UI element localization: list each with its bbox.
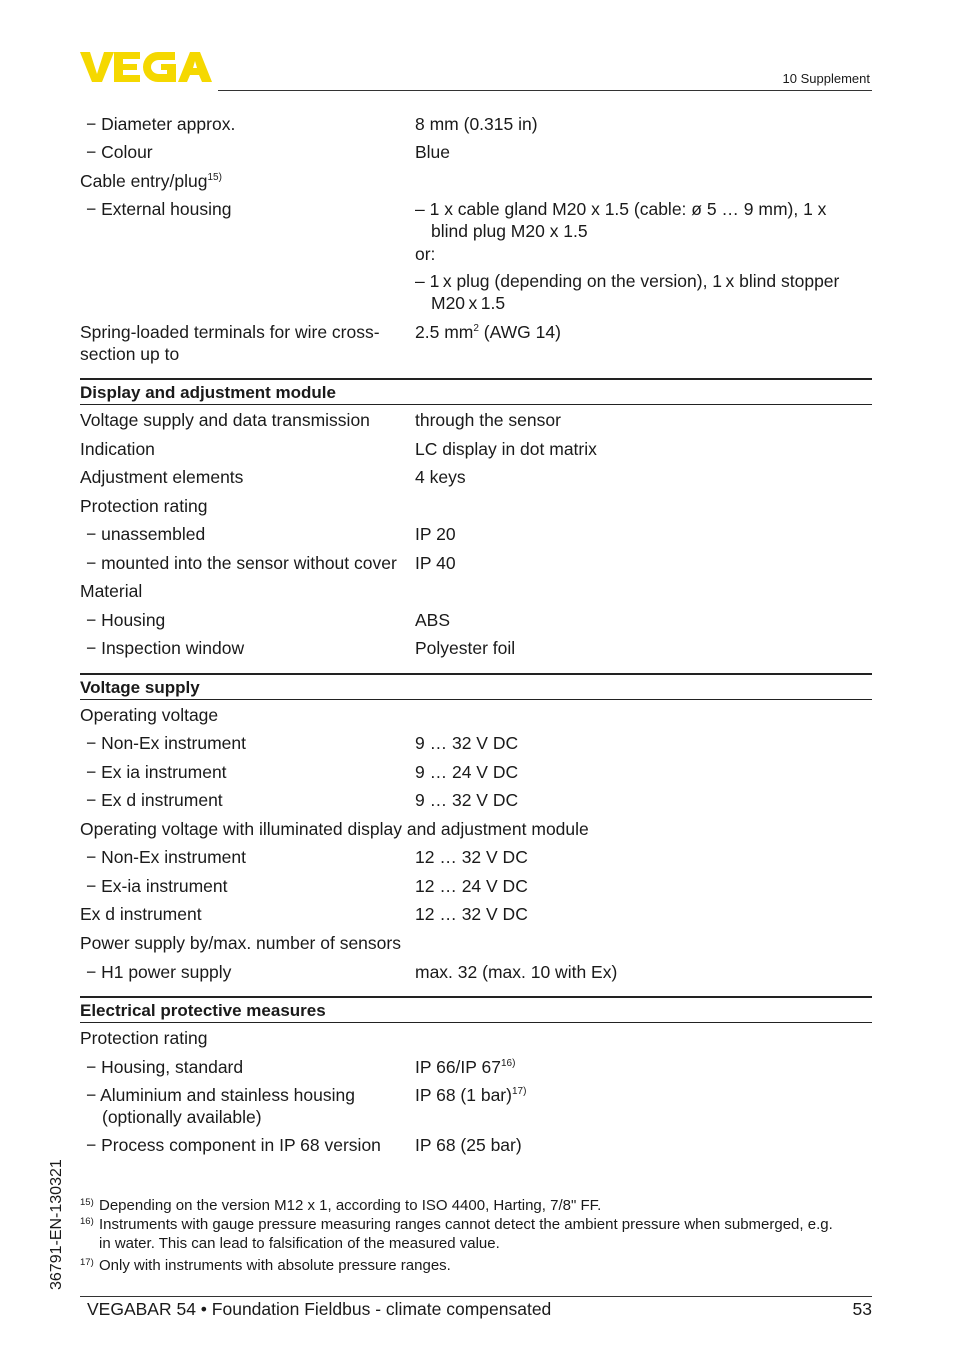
document-code: 36791-EN-130321 [48, 1159, 65, 1290]
footnote-text-continued: in water. This can lead to falsification of the measured value. [99, 1235, 500, 1252]
illum-nonex-value: 12 … 32 V DC [415, 847, 528, 867]
illum-exia-value: 12 … 24 V DC [415, 876, 528, 896]
footnote-number: 15) [80, 1197, 94, 1208]
illum-exd-value: 12 … 32 V DC [415, 904, 528, 924]
material-label: Material [80, 581, 143, 601]
cable-entry-label: Cable entry/plug$^{15)}$ [80, 171, 222, 191]
mounted-value: IP 40 [415, 553, 456, 573]
external-housing-value-1b: blind plug M20 x 1.5 [431, 221, 588, 241]
nonex-label: − Non-Ex instrument [86, 733, 246, 753]
unassembled-value: IP 20 [415, 524, 456, 544]
spring-terminals-label-b: section up to [80, 344, 180, 364]
housing-standard-label: − Housing, standard [86, 1057, 244, 1077]
section-voltage-supply [80, 673, 872, 700]
external-housing-value-2a: – 1 x plug (depending on the version), 1 x blind stopper [415, 271, 840, 291]
protection-label: Protection rating [80, 496, 208, 516]
illum-exia-label: − Ex-ia instrument [86, 876, 228, 896]
illuminated-voltage-label: Operating voltage with illuminated display and adjustment module [80, 819, 589, 839]
vega-logo [80, 50, 212, 84]
unassembled-label: − unassembled [86, 524, 206, 544]
adjustment-label: Adjustment elements [80, 467, 244, 487]
el-protection-label: Protection rating [80, 1028, 208, 1048]
voltage-supply-value: through the sensor [415, 410, 561, 430]
voltage-supply-label: Voltage supply and data transmission [80, 410, 370, 430]
external-housing-label: − External housing [86, 199, 232, 219]
footer-title: VEGABAR 54 • Foundation Fieldbus - climate compensated [87, 1299, 552, 1319]
exia-label: − Ex ia instrument [86, 762, 227, 782]
footnote-text: Only with instruments with absolute pressure ranges. [99, 1257, 451, 1274]
footnote-text: Depending on the version M12 x 1, according to ISO 4400, Harting, 7/8" FF. [99, 1197, 602, 1214]
external-housing-or: or: [415, 244, 436, 264]
diameter-value: 8 mm (0.315 in) [415, 114, 538, 134]
footnote-ref: 16) [500, 1058, 516, 1070]
footnote-ref: 15) [207, 172, 222, 184]
alu-housing-label-b: (optionally available) [102, 1107, 262, 1127]
spring-terminals-label-a: Spring-loaded terminals for wire cross- [80, 322, 380, 342]
housing-standard-value: IP 66/IP 67$^{16)}$ [415, 1057, 516, 1077]
process-component-value: IP 68 (25 bar) [415, 1135, 522, 1155]
exia-value: 9 … 24 V DC [415, 762, 519, 782]
section-title: Display and adjustment module [80, 383, 336, 402]
alu-housing-value: IP 68 (1 bar)$^{17)}$ [415, 1085, 527, 1105]
section-electrical [80, 996, 872, 1023]
nonex-value: 9 … 32 V DC [415, 733, 519, 753]
external-housing-value-1a: – 1 x cable gland M20 x 1.5 (cable: ø 5 … 9 mm), 1 x [415, 199, 827, 219]
colour-label: − Colour [86, 142, 153, 162]
section-display-module [80, 378, 872, 405]
section-label: 10 Supplement [782, 71, 870, 86]
diameter-label: − Diameter approx. [86, 114, 236, 134]
exd-value: 9 … 32 V DC [415, 790, 519, 810]
section-title: Voltage supply [80, 678, 200, 697]
footnote-number: 17) [80, 1257, 94, 1268]
footnote-number: 16) [80, 1216, 94, 1227]
illum-exd-label: Ex d instrument [80, 904, 202, 924]
page-number: 53 [852, 1299, 872, 1319]
illum-nonex-label: − Non-Ex instrument [86, 847, 246, 867]
inspection-window-value: Polyester foil [415, 638, 516, 658]
footnote-ref: 17) [511, 1086, 527, 1098]
section-title: Electrical protective measures [80, 1001, 326, 1020]
adjustment-value: 4 keys [415, 467, 466, 487]
housing-label: − Housing [86, 610, 166, 630]
process-component-label: − Process component in IP 68 version [86, 1135, 381, 1155]
footer-rule [80, 1296, 872, 1297]
inspection-window-label: − Inspection window [86, 638, 245, 658]
exd-label: − Ex d instrument [86, 790, 223, 810]
h1-label: − H1 power supply [86, 962, 232, 982]
footnote-text: Instruments with gauge pressure measuring ranges cannot detect the ambient pressure when submerged, e.g. [99, 1216, 833, 1233]
operating-voltage-label: Operating voltage [80, 705, 219, 725]
header-rule [218, 90, 872, 91]
indication-label: Indication [80, 439, 155, 459]
housing-value: ABS [415, 610, 451, 630]
spring-terminals-value: 2.5 $mm^2$ (AWG 14) [415, 322, 561, 342]
power-supply-label: Power supply by/max. number of sensors [80, 933, 401, 953]
indication-value: LC display in dot matrix [415, 439, 597, 459]
h1-value: max. 32 (max. 10 with Ex) [415, 962, 618, 982]
external-housing-value-2b: M20 x 1.5 [431, 293, 506, 313]
mounted-label: − mounted into the sensor without cover [86, 553, 397, 573]
colour-value: Blue [415, 142, 451, 162]
alu-housing-label-a: − Aluminium and stainless housing [86, 1085, 355, 1105]
